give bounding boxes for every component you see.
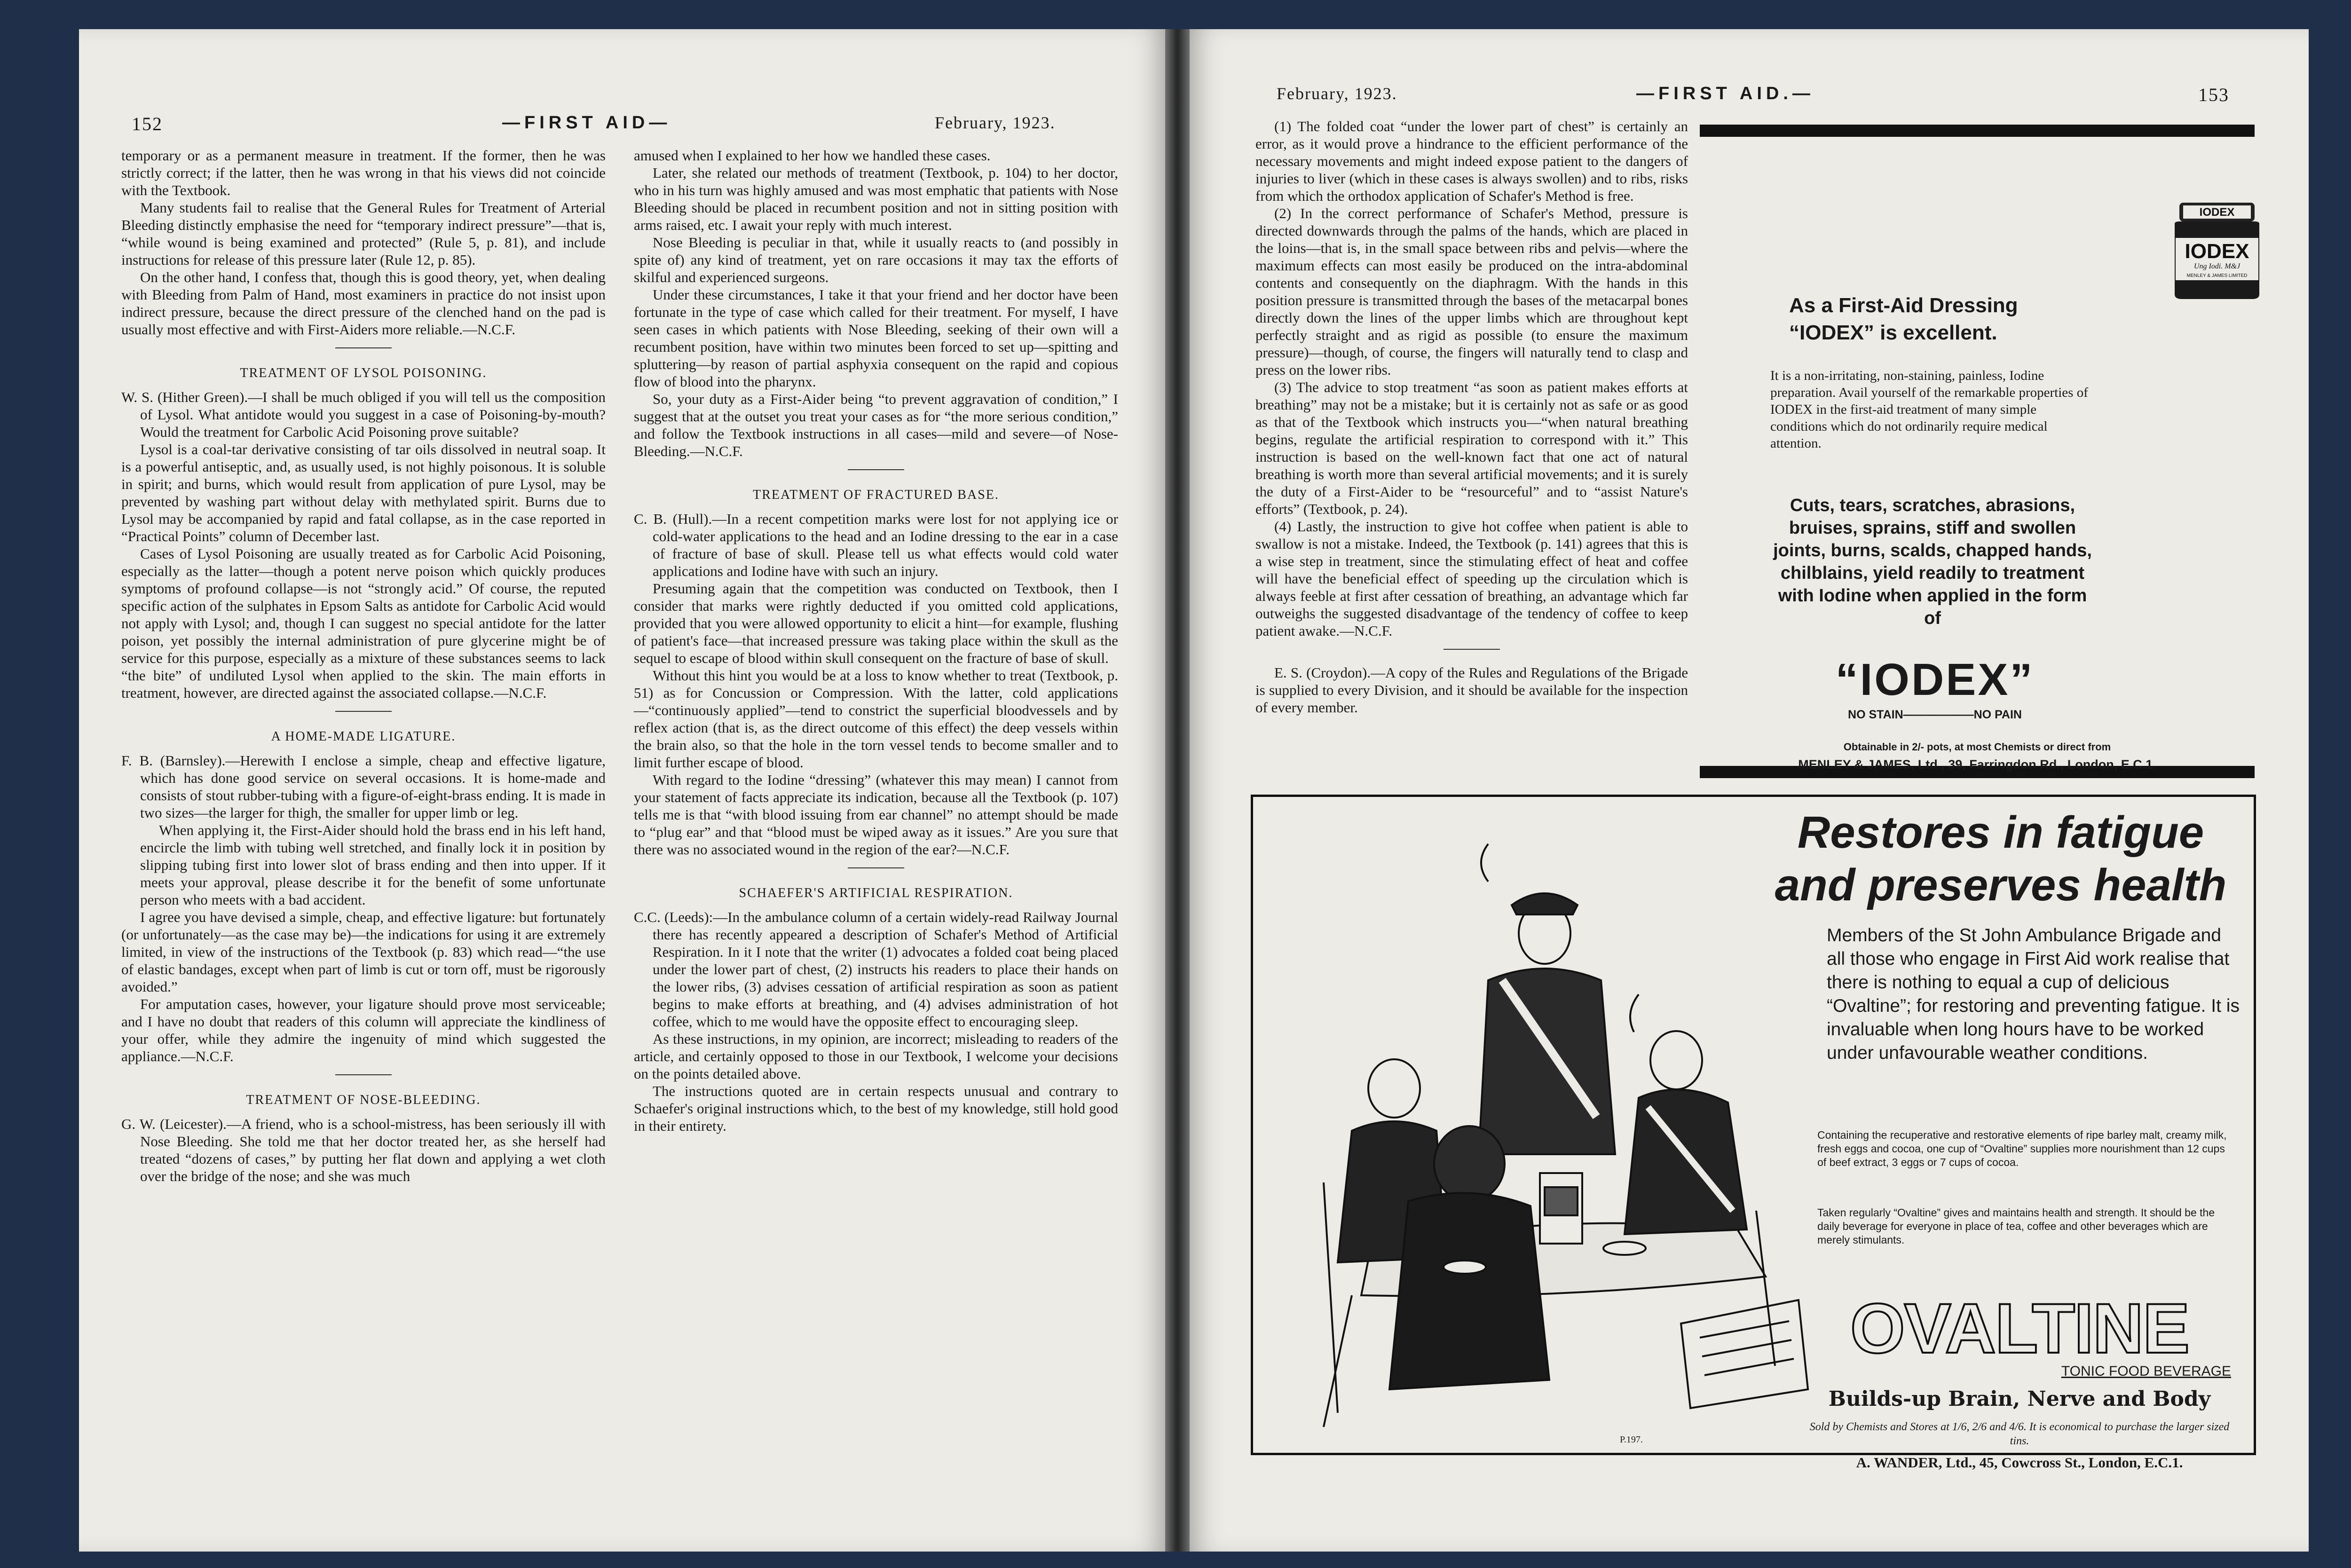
answer: (3) The advice to stop treatment “as soon as patient makes efforts at breathing” may not be a mistake; but it is certainly not as safe or as good as that of the Textbook which instructs you—“when natural breathing begins, regulate the artificial respiration to correspond with it.” This instruction is based on the well-known fact that one act of natural breathing is worth more than several artificial movements; and it is surely the duty of a First-Aider to be “resourceful” and to “assist Nature's efforts” (Textbook, p. 24). xyxy=(1255,379,1688,517)
jar-lid-text: IODEX xyxy=(2199,206,2235,219)
paragraph: temporary or as a permanent measure in treatment. If the former, then he was strictly correct; if the latter, then he was wrong in that his views did not coincide with the Textbook. xyxy=(121,147,606,198)
answer: (4) Lastly, the instruction to give hot coffee when patient is able to swallow is not a mistake. Indeed, the Textbook (p. 141) agrees that this is a wise step in treatment, since the stimulating effect of heat and coffee will have the beneficial effect of speeding up the circulation which is always feeble at first after cessation of breathing, an advantage which far outweighs the suggested disadvantage of the tendency of coffee to keep patient awake.—N.C.F. xyxy=(1255,518,1688,639)
running-title: —FIRST AID— xyxy=(502,113,671,133)
question: The instructions quoted are in certain respects unusual and contrary to Schaefer's original instructions which, to the best of my knowledge, still hold good in their entirety. xyxy=(634,1083,1118,1134)
ovaltine-pricing: Sold by Chemists and Stores at 1/6, 2/6 and 4/6. It is economical to purchase the larger sized tins. xyxy=(1809,1421,2230,1447)
ovaltine-ingredients: Containing the recuperative and restorative elements of ripe barley malt, creamy milk, fresh eggs and cocoa, one cup of “Ovaltine” supplies more nourishment than 12 cups of beef extract, 3 eggs or 7 cups of cocoa. xyxy=(1817,1129,2227,1168)
paragraph: Later, she related our methods of treatment (Textbook, p. 104) to her doctor, who in his turn was highly amused and was most emphatic that patients with Nose Bleeding should be placed in recumbent position and not in sitting position with arms raised, etc. I await your reply with much interest. xyxy=(634,165,1118,233)
divider xyxy=(1444,649,1500,650)
iodex-obtainable: Obtainable in 2/- pots, at most Chemists or direct from xyxy=(1843,741,2111,753)
ovaltine-usage: Taken regularly “Ovaltine” gives and maintains health and strength. It should be the daily beverage for everyone in place of tea, coffee and other beverages which are merely stimulants. xyxy=(1817,1206,2215,1246)
section-heading: TREATMENT OF NOSE-BLEEDING. xyxy=(246,1093,481,1107)
left-page xyxy=(79,29,1165,1552)
first-aiders-illustration xyxy=(1267,825,1817,1436)
paragraph: So, your duty as a First-Aider being “to prevent aggravation of condition,” I suggest that at the outset you treat your cases as for “the more serious condition,” and follow the Textbook instructions in all cases—mild and severe—of Nose-Bleeding.—N.C.F. xyxy=(634,391,1118,459)
answer: With regard to the Iodine “dressing” (whatever this may mean) I cannot from your statement of facts appreciate its indication, because all the Textbook (p. 107) tells me is that “with blood issuing from ear channel” no attempt should be made to “plug ear” and that “blood must be wiped away as it issues.” Are you sure that there was no associated wound in the region of the ear?—N.C.F. xyxy=(634,772,1118,858)
divider xyxy=(335,711,392,712)
paragraph: Under these circumstances, I take it that your friend and her doctor have been fortunate in the type of case which called for their treatment. For myself, I have seen cases in which patients with Nose Bleeding, seeking of their own will a recumbent position, have within two minutes been forced to set up—spitting and spluttering—by reason of partial asphyxia consequent on the rapid and copious flow of blood into the pharynx. xyxy=(634,286,1118,390)
left-column-2 xyxy=(634,147,1118,1135)
answer: Cases of Lysol Poisoning are usually treated as for Carbolic Acid Poisoning, especially as the latter—though a potent nerve poison which quickly produces symptoms of profound collapse—is not “strongly acid.” Of course, the reputed specific action of the sulphates in Epsom Salts as antidote for Carbolic Acid would not apply with Lysol; and, though I can suggest no special antidote for the latter poison, yet possibly the internal administration of pure glycerine might be of service for this purpose, especially as a mixture of these substances seems to lack “the bite” of undiluted Lysol when applied to the skin. The main efforts in treatment, however, are directed against the associated collapse.—N.C.F. xyxy=(121,545,606,701)
running-title: —FIRST AID.— xyxy=(1636,84,1815,103)
question: As these instructions, in my opinion, are incorrect; misleading to readers of the article, and certainly opposed to those in our Textbook, I welcome your decisions on the points detailed above. xyxy=(634,1031,1118,1082)
jar-sub-text: Ung Iodi. M&J xyxy=(2193,262,2241,270)
ovaltine-tagline: TONIC FOOD BEVERAGE xyxy=(2061,1363,2231,1379)
iodex-tagline: NO STAIN——————NO PAIN xyxy=(1848,708,2022,721)
ovaltine-body: Members of the St John Ambulance Brigade and all those who engage in First Aid work realise that there is nothing to equal a cup of delicious “Ovaltine”; for restoring and preventing fatigue. It is invaluable when long hours have to be worked under unfavourable weather conditions. xyxy=(1827,925,2240,1063)
running-date: February, 1923. xyxy=(1277,84,1397,103)
iodex-address: MENLEY & JAMES, Ltd., 39, Farringdon Rd., London, E.C.1. xyxy=(1798,757,2156,772)
ovaltine-logo: OVALTINE xyxy=(1850,1289,2189,1368)
paragraph: On the other hand, I confess that, though this is good theory, yet, when dealing with Bleeding from Palm of Hand, most examiners in practice do not insist upon indirect pressure, because the direct pressure of the clenched hand on the pad is usually most effective and with First-Aiders more reliable.—N.C.F. xyxy=(121,269,606,338)
question: C.C. (Leeds):—In the ambulance column of a certain widely-read Railway Journal there has recently appeared a description of Schafer's Method of Artificial Respiration. In it I note that the writer (1) advocates a folded coat being placed under the lower part of chest, (2) instructs his readers to place their hands on the lower ribs, (3) advises cessation of artificial respiration as soon as patient begins to make efforts at breathing, and (4) advises administration of hot coffee, which to me would have the opposite effect to encouraging sleep. xyxy=(634,909,1118,1030)
running-date: February, 1923. xyxy=(935,113,1056,132)
ovaltine-advert xyxy=(1251,795,2256,1471)
question: W. S. (Hither Green).—I shall be much obliged if you will tell us the composition of Lysol. What antidote would you suggest in a case of Poisoning-by-mouth? Would the treatment for Carbolic Acid Poisoning prove suitable? xyxy=(121,389,606,440)
iodex-advert xyxy=(1700,125,2255,778)
divider xyxy=(335,1074,392,1075)
iodex-conditions: Cuts, tears, scratches, abrasions, bruises, sprains, stiff and swollen joints, burns, scalds, chapped hands, chilblains, yield readily to treatment with Iodine when applied in the form of xyxy=(1773,496,2092,628)
answer: I agree you have devised a simple, cheap, and effective ligature: but fortunately (or unfortunately—as the case may be)—the indications for using it are extremely limited, in view of the instructions of the Textbook (p. 83) which read—“the use of elastic bandages, except when part of limb is cut or torn off, must be rigorously avoided.” xyxy=(121,909,606,995)
iodex-headline: As a First-Aid Dressing “IODEX” is excellent. xyxy=(1789,294,2018,344)
advert-reference: P.197. xyxy=(1620,1434,1643,1445)
divider xyxy=(848,867,904,868)
answer: For amputation cases, however, your ligature should prove most serviceable; and I have no doubt that readers of this column will appreciate the kindliness of your offer, while they admire the ingenuity of mind which suggested the appliance.—N.C.F. xyxy=(121,996,606,1064)
paragraph: Many students fail to realise that the General Rules for Treatment of Arterial Bleeding distinctly emphasise the need for “temporary indirect pressure”—that is, “while wound is being examined and protected” (Rule 5, p. 81), and include instructions for release of this pressure later (Rule 12, p. 85). xyxy=(121,199,606,268)
question: When applying it, the First-Aider should hold the brass end in his left hand, encircle the limb with tubing well stretched, and finally lock it in position by slipping tubing first into lower slot of brass ending and then into upper. If it meets your approval, please describe it for the benefit of some unfortunate person who meets with a bad accident. xyxy=(140,822,606,908)
section-heading: A HOME-MADE LIGATURE. xyxy=(271,729,456,744)
answer: (2) In the correct performance of Schafer's Method, pressure is directed downwards through the palms of the hands, which are placed in the loins—that is, in the small space between ribs and pelvis—where the maximum effects can most easily be produced on the intra-abdominal contents and consequently on the diaphragm. With the hands in this position pressure is transmitted through the bases of the metacarpal bones directly down the lines of the upper limbs which are throughout kept perfectly straight and as rigid as possible (to ensure the maximum pressure)—though, of course, the fingers will naturally tend to clasp and press on the lower ribs. xyxy=(1255,205,1688,378)
section-heading: TREATMENT OF FRACTURED BASE. xyxy=(753,488,999,502)
answer: Lysol is a coal-tar derivative consisting of tar oils dissolved in neutral soap. It is a powerful antiseptic, and, as usually used, is not highly poisonous. It is soluble in spirit; and burns, which would result from application of pure Lysol, may be prevented by washing part without delay with methylated spirit. Burns due to Lysol may be accompanied by rapid and fatal collapse, as in the case reported in “Practical Points” column of December last. xyxy=(121,441,606,544)
question: G. W. (Leicester).—A friend, who is a school-mistress, has been seriously ill with Nose Bleeding. She told me that her doctor treated her, as she herself had treated “dozens of cases,” by putting her flat down and applying a wet cloth over the bridge of the nose; and she was much xyxy=(121,1116,606,1184)
answer: (1) The folded coat “under the lower part of chest” is certainly an error, as it would prove a hindrance to the efficient performance of the necessary movements and might indeed expose patient to the dangers of injuries to liver (which in these cases is always swollen) and to ribs, risks from which the orthodox application of Schafer's Method is free. xyxy=(1255,118,1688,204)
left-column-1 xyxy=(121,147,606,1185)
iodex-jar-image xyxy=(2170,198,2264,301)
ovaltine-slogan: Builds-up Brain, Nerve and Body xyxy=(1828,1387,2211,1411)
paragraph: Nose Bleeding is peculiar in that, while it usually reacts to (and possibly in spite of) any kind of treatment, yet on rare occasions it may tax the efforts of skilful and experienced surgeons. xyxy=(634,234,1118,285)
question: F. B. (Barnsley).—Herewith I enclose a simple, cheap and effective ligature, which has done good service on several occasions. It is home-made and consists of stout rubber-tubing with a figure-of-eight-brass ending. It is made in two sizes—the larger for thigh, the smaller for upper limb or leg. xyxy=(121,752,606,821)
section-heading: TREATMENT OF LYSOL POISONING. xyxy=(240,366,487,380)
answer: E. S. (Croydon).—A copy of the Rules and Regulations of the Brigade is supplied to every Division, and it should be available for the inspection of every member. xyxy=(1255,664,1688,716)
answer: Without this hint you would be at a loss to know whether to treat (Textbook, p. 51) as for Concussion or Compression. With the latter, cold applications—“continuously applied”—tend to constrict the superficial bloodvessels and by reflex action (that is, as the direct outcome of this effect) the deep vessels within the brain also, so that the hole in the torn vessel tends to become smaller and to limit further escape of blood. xyxy=(634,667,1118,771)
right-column-text xyxy=(1255,118,1688,716)
iodex-body: It is a non-irritating, non-staining, painless, Iodine preparation. Avail yourself of the remarkable properties of IODEX in the first-aid treatment of many simple conditions which do not ordinarily require medical attention. xyxy=(1770,368,2088,451)
divider xyxy=(848,469,904,470)
divider xyxy=(335,347,392,348)
question: C. B. (Hull).—In a recent competition marks were lost for not applying ice or cold-water applications to the head and an Iodine dressing to the ear in a case of fracture of base of skull. Please tell us what effects would cold water applications and Iodine have with such an injury. xyxy=(634,511,1118,579)
book-gutter xyxy=(1165,29,1190,1552)
jar-label-text: IODEX xyxy=(2185,240,2249,263)
paragraph: amused when I explained to her how we handled these cases. xyxy=(634,147,991,164)
page-number: 153 xyxy=(2198,84,2229,105)
answer: Presuming again that the competition was conducted on Textbook, then I consider that marks were rightly deducted if you omitted cold applications, provided that you were allowed opportunity to elicit a hint—for example, flushing of patient's face—that increased pressure was taking place within the skull as the sequel to escape of blood within skull consequent on the fracture of base of skull. xyxy=(634,580,1118,666)
section-heading: SCHAEFER'S ARTIFICIAL RESPIRATION. xyxy=(739,886,1013,900)
ovaltine-address: A. WANDER, Ltd., 45, Cowcross St., London, E.C.1. xyxy=(1856,1454,2183,1471)
iodex-brand: “IODEX” xyxy=(1835,654,2035,705)
page-number: 152 xyxy=(132,113,163,134)
jar-maker-text: MENLEY & JAMES LIMITED xyxy=(2186,273,2248,278)
ovaltine-headline: Restores in fatigue and preserves health xyxy=(1775,807,2227,910)
